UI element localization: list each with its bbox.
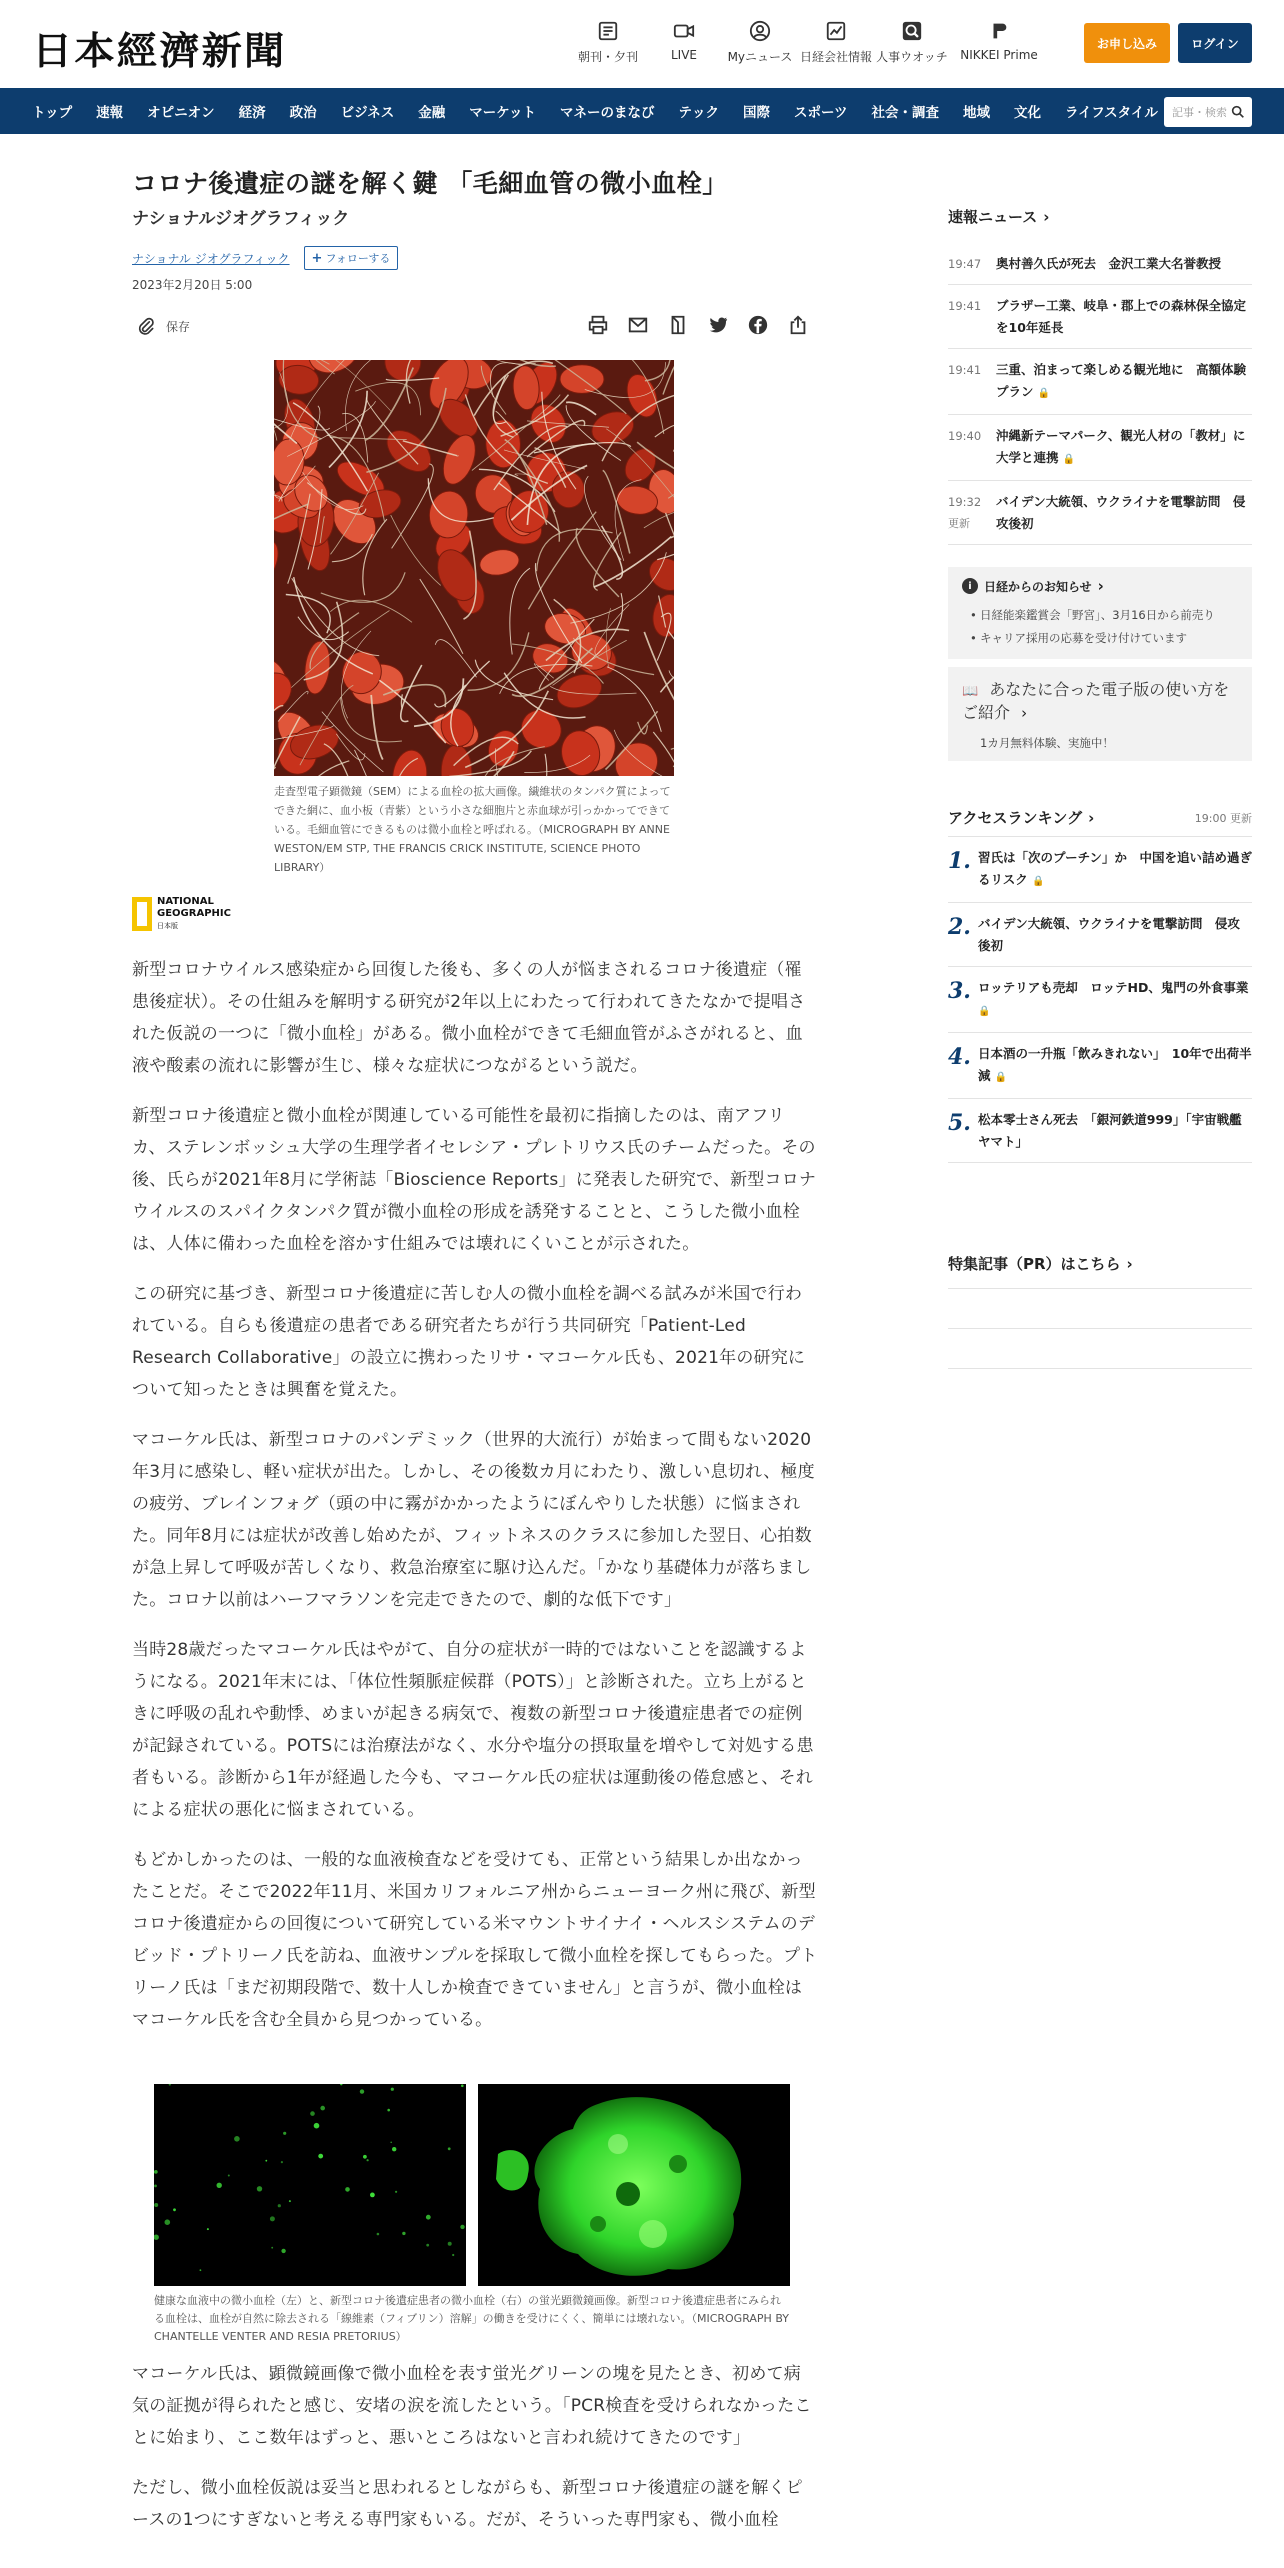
nav-item-top[interactable]: トップ — [32, 105, 73, 121]
news-time — [948, 295, 996, 339]
search-input[interactable] — [1164, 97, 1252, 127]
nav-item-business[interactable]: ビジネス — [340, 105, 395, 121]
breaking-news-list — [948, 243, 1258, 545]
header-shortcuts — [570, 20, 1048, 70]
news-item[interactable] — [948, 481, 1252, 545]
chart-icon — [825, 20, 847, 42]
shortcut-personnel[interactable] — [874, 20, 950, 70]
natgeo-frame-icon — [132, 897, 152, 931]
facebook-button[interactable] — [738, 314, 778, 336]
news-title: 奥村善久氏が死去 金沢工業大名誉教授 — [996, 256, 1222, 271]
ranking-heading[interactable] — [948, 807, 1094, 828]
guide-heading-text: あなたに合った電子版の使い方をご紹介 — [962, 680, 1230, 722]
site-header — [0, 0, 1284, 88]
news-item[interactable] — [948, 415, 1258, 481]
news-title — [996, 425, 1258, 471]
natgeo-wordmark — [157, 896, 231, 932]
rank-title: バイデン大統領、ウクライナを電撃訪問 侵攻後初 — [978, 916, 1240, 953]
rank-number: 3. — [948, 978, 971, 1004]
chevron-right-icon: › — [1021, 704, 1028, 722]
ranking-title: アクセスランキング — [948, 809, 1083, 827]
access-ranking — [948, 807, 1252, 1163]
natgeo-line: GEOGRAPHIC — [157, 908, 231, 919]
article — [132, 166, 818, 2530]
lock-icon: 🔒 — [1062, 454, 1076, 465]
article-toolbar — [132, 308, 818, 344]
lock-icon: 🔒 — [978, 1006, 991, 1017]
news-time-value: 19:41 — [948, 299, 982, 313]
breaking-news-title: 速報ニュース — [948, 208, 1038, 226]
mail-icon — [627, 314, 649, 336]
article-title: コロナ後遺症の謎を解く鍵 「毛細血管の微小血栓」 — [132, 169, 728, 198]
nav-item-lifestyle[interactable]: ライフスタイル — [1065, 105, 1158, 121]
rank-number: 1. — [948, 848, 971, 874]
shortcut-edition[interactable] — [570, 20, 646, 70]
article-paragraph: 当時28歳だったマコーケル氏はやがて、自分の症状が一時的ではないことを認識するようになる。2021年末には、「体位性頻脈症候群（POTS）」と診断された。立ち上がるときに呼吸の乱れや動悸、めまいが起きる病気で、複数の新型コロナ後遺症患者での症例が記録されている。POTSには治療法がなく、水分や塩分の摂取量を増やして対処する患者もいる。診断から1年が経過した今も、マコーケル氏の症状は運動後の倦怠感と、それによる症状の悪化に悩まされている。 — [132, 1640, 814, 1820]
mail-button[interactable] — [618, 314, 658, 336]
book-open-icon: 📖 — [962, 684, 979, 699]
save-label: 保存 — [166, 319, 191, 334]
shortcut-label: 朝刊・夕刊 — [577, 50, 638, 64]
plus-icon: + — [311, 250, 323, 266]
news-time-value: 19:47 — [948, 257, 982, 271]
shortcut-label: LIVE — [670, 48, 697, 62]
breaking-news-heading[interactable] — [948, 206, 1252, 227]
search-icon[interactable] — [1230, 104, 1246, 120]
newspaper-icon — [597, 20, 619, 42]
rank-title-text: ロッテリアも売却 ロッテHD、鬼門の外食事業 — [978, 980, 1249, 995]
nav-item-region[interactable]: 地域 — [963, 105, 991, 121]
ranking-header — [948, 807, 1252, 837]
main-nav — [0, 88, 1284, 134]
sidebar — [948, 206, 1258, 1369]
natgeo-logo — [132, 896, 231, 932]
notice-heading[interactable] — [962, 577, 1238, 595]
shortcut-label: 人事ウオッチ — [876, 50, 948, 64]
share-bar — [578, 314, 818, 336]
nav-item-money[interactable]: マネーのまなび — [560, 105, 655, 121]
facebook-icon — [747, 314, 769, 336]
ranking-item[interactable] — [948, 1033, 1252, 1099]
user-icon — [749, 20, 771, 42]
ranking-item[interactable] — [948, 1099, 1252, 1163]
bookmark-button[interactable] — [658, 314, 698, 336]
rank-title-text: 習氏は「次のプーチン」か 中国を追い詰め過ぎるリスク — [978, 850, 1253, 887]
shortcut-company-info[interactable] — [798, 20, 874, 70]
news-title: バイデン大統領、ウクライナを電撃訪問 侵攻後初 — [996, 494, 1246, 531]
nav-item-opinion[interactable]: オピニオン — [147, 105, 215, 121]
article-paragraph: 新型コロナ後遺症と微小血栓が関連している可能性を最初に指摘したのは、南アフリカ、ステレンボッシュ大学の生理学者イセレシア・プレトリウス氏のチームだった。その後、氏らが2021年8月に学術誌「Bioscience Reports」に発表した研究で、新型コロナウイルスのスパイクタンパク質が微小血栓の形成を誘発することと、こうした微小血栓は、人体に備わった血栓を溶かす仕組みでは壊れにくいことが示された。 — [132, 1106, 817, 1254]
ranking-updated: 19:00 更新 — [1194, 811, 1252, 825]
news-title — [996, 359, 1252, 405]
news-item[interactable] — [948, 243, 1252, 285]
article-paragraph: 新型コロナウイルス感染症から回復した後も、多くの人が悩まされるコロナ後遺症（罹患後症状）。その仕組みを解明する研究が2年以上にわたって行われてきたなかで提唱された仮説の一つに「微小血栓」がある。微小血栓ができて毛細血管がふさがれると、血液や酸素の流れに影響が生じ、様々な症状につながるという説だ。 — [132, 960, 806, 1076]
shortcut-label: NIKKEI Prime — [960, 48, 1038, 62]
rank-number: 4. — [948, 1044, 971, 1070]
news-time — [948, 425, 996, 471]
article-paragraph: マコーケル氏は、顕微鏡画像で微小血栓を表す蛍光グリーンの塊を見たとき、初めて病気の証拠が得られたと感じ、安堵の涙を流したという。「PCR検査を受けられなかったことに始まり、ここ数年はずっと、悪いところはないと言われ続けてきたのです」 — [132, 2364, 812, 2448]
nav-item-finance[interactable]: 金融 — [418, 105, 446, 121]
shortcut-mynews[interactable] — [722, 20, 798, 70]
news-item[interactable] — [948, 349, 1252, 415]
news-time — [948, 253, 996, 275]
shortcut-prime[interactable] — [950, 20, 1048, 70]
article-paragraph: もどかしかったのは、一般的な血液検査などを受けても、正常という結果しか出なかったことだ。そこで2022年11月、米国カリフォルニア州からニューヨーク州に飛び、新型コロナ後遺症からの回復について研究している米マウントサイナイ・ヘルスシステムのデビッド・プトリーノ氏を訪ね、血液サンプルを採取して微小血栓を探してもらった。プトリーノ氏は「まだ初期段階で、数十人しか検査できていません」と言うが、微小血栓はマコーケル氏を含む全員から見つかっている。 — [132, 1850, 818, 2030]
guide-box — [948, 667, 1252, 761]
article-subtitle: ナショナルジオグラフィック — [132, 209, 350, 229]
article-paragraph: この研究に基づき、新型コロナ後遺症に苦しむ人の微小血栓を調べる試みが米国で行われている。自らも後遺症の患者である研究者たちが行う共同研究「Patient-Led Research Collaborative」の設立に携わったリサ・マコーケル氏も、2021年の研究について知ったときは興奮を覚えた。 — [132, 1284, 806, 1400]
paperclip-icon — [136, 316, 156, 336]
share-button[interactable] — [778, 314, 818, 336]
news-title: ブラザー工業、岐阜・郡上での森林保全協定を10年延長 — [996, 298, 1247, 335]
notice-heading-text: 日経からのお知らせ — [984, 579, 1092, 594]
nav-item-politics[interactable]: 政治 — [289, 105, 317, 121]
article-figure — [274, 360, 674, 877]
nav-item-international[interactable]: 国際 — [743, 105, 771, 121]
notice-list — [962, 605, 1238, 648]
search-person-icon — [901, 20, 923, 42]
article-body — [132, 954, 818, 2054]
pr-section — [948, 1253, 1252, 1369]
fluorescence-dots — [154, 2084, 466, 2286]
news-time-value: 19:41 — [948, 363, 982, 377]
guide-heading[interactable] — [962, 677, 1238, 723]
signup-button[interactable]: お申し込み — [1084, 23, 1170, 63]
news-time-value: 19:40 — [948, 429, 982, 443]
micrograph-illustration — [274, 360, 674, 776]
video-icon — [673, 20, 695, 42]
chevron-right-icon: › — [1043, 207, 1050, 226]
longcovid-clot-image[interactable] — [478, 2084, 790, 2286]
site-logo[interactable]: 日本經濟新聞 — [32, 28, 287, 73]
notice-item[interactable]: • 日経能楽鑑賞会「野宮」、3月16日から前売り — [980, 605, 1238, 625]
nav-item-market[interactable]: マーケット — [469, 105, 537, 121]
natgeo-line: 日本版 — [157, 922, 178, 930]
nav-item-economy[interactable]: 経済 — [238, 105, 266, 121]
news-title-text: 三重、泊まって楽しめる観光地に 高額体験プラン — [996, 362, 1247, 399]
pr-slot[interactable] — [948, 1329, 1252, 1369]
pr-slot[interactable] — [948, 1289, 1252, 1329]
prime-icon — [988, 20, 1010, 42]
figure-caption: 走査型電子顕微鏡（SEM）による血栓の拡大画像。繊維状のタンパク質によってできた網に、血小板（青紫）という小さな細胞片と赤血球が引っかかってできている。毛細血管にできるものは微小血栓と呼ばれる。（MICROGRAPH BY ANNE WESTON/EM STP, THE FRANCIS CRICK INSTITUTE, SCIENCE PHOTO LIBRARY） — [274, 785, 671, 874]
ranking-item[interactable] — [948, 903, 1252, 967]
follow-button[interactable] — [304, 246, 399, 270]
nav-item-society[interactable]: 社会・調査 — [871, 105, 940, 121]
shortcut-label: 日経会社情報 — [799, 50, 872, 64]
share-icon — [787, 314, 809, 336]
twitter-button[interactable] — [698, 314, 738, 336]
article-figure-2 — [154, 2084, 790, 2346]
search-placeholder: 記事・検索 — [1172, 106, 1227, 119]
nav-item-tech[interactable]: テック — [678, 105, 720, 121]
pr-heading[interactable] — [948, 1253, 1252, 1289]
shortcut-label: Myニュース — [727, 50, 793, 64]
rank-number: 2. — [948, 914, 971, 940]
save-button[interactable] — [136, 316, 190, 336]
blood-clot-image[interactable] — [274, 360, 674, 776]
healthy-clot-image[interactable] — [154, 2084, 466, 2286]
chevron-right-icon: › — [1126, 1254, 1133, 1273]
chevron-right-icon: › — [1097, 577, 1104, 595]
news-time — [948, 359, 996, 405]
article-paragraph: マコーケル氏は、新型コロナのパンデミック（世界的大流行）が始まって間もない2020年3月に感染し、軽い症状が出た。しかし、その後数カ月にわたり、激しい息切れ、極度の疲労、ブレインフォグ（頭の中に霧がかかったようにぼんやりした状態）に悩まされた。同年8月には症状が改善し始めたが、フィットネスのクラスに参加した翌日、心拍数が急上昇して呼吸が苦しくなり、救急治療室に駆け込んだ。「かなり基礎体力が落ちました。コロナ以前はハーフマラソンを完走できたので、劇的な低下です」 — [132, 1430, 815, 1610]
source-link[interactable]: ナショナル ジオグラフィック — [132, 251, 290, 266]
news-title-text: 沖縄新テーマパーク、観光人材の「教材」に 大学と連携 — [996, 428, 1258, 465]
article-body-continued — [132, 2358, 818, 2554]
rank-title-text: 日本酒の一升瓶「飲みきれない」 10年で出荷半減 — [978, 1046, 1252, 1083]
figure-caption: 健康な血液中の微小血栓（左）と、新型コロナ後遺症患者の微小血栓（右）の蛍光顕微鏡画像。新型コロナ後遺症患者にみられる血栓は、血栓が自然に除去される「線維素（フィブリン）溶解」の働きを受けにくく、簡単には壊れない。（MICROGRAPH BY CHANTELLE VENTER AND RESIA PRETORIUS） — [154, 2294, 789, 2343]
chevron-right-icon: › — [1088, 808, 1095, 827]
ranking-item[interactable] — [948, 967, 1252, 1033]
shortcut-live[interactable] — [646, 20, 722, 70]
news-time-value: 19:32 — [948, 495, 982, 509]
follow-label: フォローする — [325, 252, 391, 265]
rank-title: 松本零士さん死去 「銀河鉄道999」「宇宙戦艦ヤマト」 — [978, 1112, 1242, 1149]
pr-title: 特集記事（PR）はこちら — [948, 1255, 1121, 1273]
lock-icon: 🔒 — [1032, 876, 1045, 887]
article-paragraph: ただし、微小血栓仮説は妥当と思われるとしながらも、新型コロナ後遺症の謎を解くピースの1つにすぎないと考える専門家もいる。だが、そういった専門家も、微小血栓 — [132, 2478, 803, 2530]
lock-icon: 🔒 — [994, 1072, 1008, 1083]
info-icon: i — [962, 578, 978, 594]
ranking-item[interactable] — [948, 837, 1252, 903]
rank-title — [978, 1043, 1252, 1089]
guide-item[interactable]: 1カ月無料体験、実施中！ — [980, 736, 1114, 750]
news-item[interactable] — [948, 285, 1252, 349]
article-date: 2023年2月20日 5:00 — [132, 278, 253, 292]
notice-box — [948, 567, 1252, 659]
nav-item-sports[interactable]: スポーツ — [794, 105, 848, 121]
rank-title — [978, 847, 1252, 893]
print-button[interactable] — [578, 314, 618, 336]
natgeo-line: NATIONAL — [157, 896, 214, 907]
twitter-icon — [707, 314, 729, 336]
login-button[interactable]: ログイン — [1178, 23, 1252, 63]
fluorescence-blob — [478, 2084, 790, 2286]
news-time — [948, 491, 996, 535]
article-meta — [132, 246, 398, 270]
nav-item-breaking[interactable]: 速報 — [96, 105, 124, 121]
rank-title — [978, 977, 1252, 1023]
notice-item[interactable]: • キャリア採用の応募を受け付けています — [980, 628, 1238, 648]
lock-icon: 🔒 — [1037, 388, 1051, 399]
updated-label: 更新 — [948, 517, 970, 530]
book-icon — [667, 314, 689, 336]
print-icon — [587, 314, 609, 336]
nav-item-culture[interactable]: 文化 — [1014, 105, 1042, 121]
guide-list — [962, 733, 1238, 753]
rank-number: 5. — [948, 1110, 971, 1136]
